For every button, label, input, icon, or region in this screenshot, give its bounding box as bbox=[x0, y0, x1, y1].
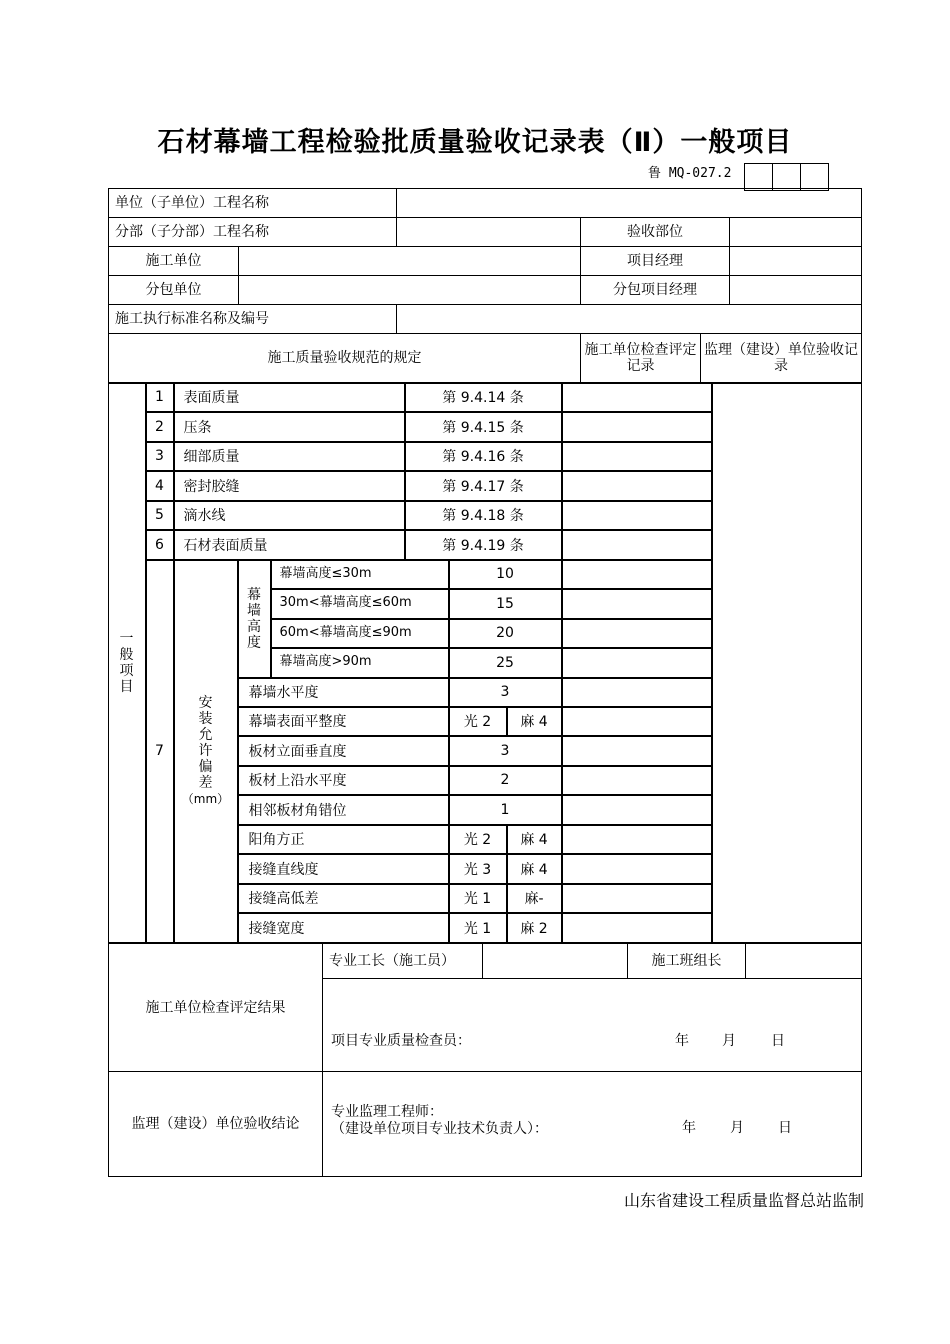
item-name-text: 滴水线 bbox=[183, 508, 226, 524]
deviation-label bbox=[238, 795, 449, 825]
conclusion-label: 监理（建设）单位验收结论 bbox=[109, 1072, 323, 1177]
height-value bbox=[449, 560, 562, 589]
deviation-value-text: 1 bbox=[500, 801, 510, 818]
sub-project-value[interactable] bbox=[397, 218, 581, 247]
item-clause bbox=[405, 501, 562, 530]
height-range-text: 幕墙高度≤30m bbox=[279, 565, 372, 581]
result-table bbox=[108, 943, 862, 1177]
deviation-label-text: 接缝宽度 bbox=[248, 920, 305, 937]
item-check-record[interactable] bbox=[562, 412, 712, 442]
item-check-record[interactable] bbox=[562, 501, 712, 530]
height-range-text: 60m<幕墙高度≤90m bbox=[279, 624, 412, 640]
height-label-text: 幕 墙 高 度 bbox=[247, 586, 261, 651]
deviation-value-b bbox=[507, 884, 562, 913]
item-clause-text: 第 9.4.16 条 bbox=[442, 449, 524, 465]
item-clause bbox=[405, 412, 562, 442]
item-clause-text: 第 9.4.19 条 bbox=[442, 537, 524, 554]
item-no bbox=[146, 501, 174, 530]
inspector-day: 日 bbox=[771, 1033, 785, 1049]
height-label bbox=[238, 560, 271, 678]
item-no bbox=[146, 412, 174, 442]
item-clause bbox=[405, 471, 562, 501]
deviation-value-a bbox=[449, 825, 507, 854]
item-no bbox=[146, 383, 174, 412]
sub-project-manager-label: 分包项目经理 bbox=[581, 276, 730, 305]
check-record-header: 施工单位检查评定记录 bbox=[581, 334, 701, 383]
deviation-check-record[interactable] bbox=[562, 825, 712, 854]
deviation-check-record[interactable] bbox=[562, 884, 712, 913]
sub-project-label: 分部（子分部）工程名称 bbox=[109, 218, 397, 247]
item-no bbox=[146, 530, 174, 560]
deviation-label-text: 阳角方正 bbox=[248, 832, 305, 848]
deviation-label bbox=[238, 825, 449, 854]
engineer-sign-area[interactable] bbox=[323, 1072, 861, 1176]
spec-header: 施工质量验收规范的规定 bbox=[109, 334, 581, 383]
code-boxes bbox=[745, 163, 829, 191]
item-clause-text: 第 9.4.18 条 bbox=[442, 508, 524, 524]
item-name bbox=[174, 412, 405, 442]
deviation-value-a-text: 光 3 bbox=[463, 861, 492, 878]
item-check-record[interactable] bbox=[562, 442, 712, 471]
item-name bbox=[174, 501, 405, 530]
deviation-value-b bbox=[507, 854, 562, 884]
item7-no-text: 7 bbox=[155, 743, 164, 759]
deviation-label bbox=[238, 678, 449, 707]
deviation-value-b-text: 麻 4 bbox=[520, 861, 548, 878]
deviation-value bbox=[449, 795, 562, 825]
item-clause bbox=[405, 383, 562, 412]
item-no-text: 2 bbox=[155, 418, 164, 435]
deviation-check-record[interactable] bbox=[562, 736, 712, 766]
item-check-record[interactable] bbox=[562, 471, 712, 501]
subcontract-unit-value[interactable] bbox=[239, 276, 581, 305]
item-check-record[interactable] bbox=[562, 383, 712, 412]
item-name bbox=[174, 383, 405, 412]
height-value bbox=[449, 589, 562, 619]
deviation-label-text: 幕墙表面平整度 bbox=[248, 714, 347, 730]
item7-group-label bbox=[174, 560, 238, 943]
height-value-text: 15 bbox=[496, 595, 514, 612]
inspection-table bbox=[108, 188, 862, 383]
project-manager-value[interactable] bbox=[730, 247, 862, 276]
conclusion-day: 日 bbox=[778, 1120, 792, 1136]
team-leader-label: 施工班组长 bbox=[628, 944, 746, 979]
spec-grid bbox=[108, 383, 862, 943]
inspector-label: 项目专业质量检查员： bbox=[331, 1033, 471, 1049]
acceptance-part-label: 验收部位 bbox=[581, 218, 730, 247]
deviation-label bbox=[238, 707, 449, 736]
standard-label: 施工执行标准名称及编号 bbox=[109, 305, 397, 334]
deviation-label-text: 接缝直线度 bbox=[248, 861, 319, 878]
item-name-text: 表面质量 bbox=[183, 390, 240, 406]
height-range-text: 幕墙高度>90m bbox=[279, 653, 372, 669]
deviation-check-record[interactable] bbox=[562, 707, 712, 736]
item-no bbox=[146, 442, 174, 471]
deviation-label bbox=[238, 913, 449, 943]
deviation-value-a-text: 光 2 bbox=[463, 832, 492, 848]
item-clause-text: 第 9.4.17 条 bbox=[442, 478, 524, 495]
deviation-value-text: 3 bbox=[500, 742, 510, 759]
deviation-value-a bbox=[449, 913, 507, 943]
deviation-value-a bbox=[449, 854, 507, 884]
deviation-value-a bbox=[449, 707, 507, 736]
unit-project-value[interactable] bbox=[397, 189, 862, 218]
height-value-text: 10 bbox=[496, 566, 514, 582]
height-range bbox=[271, 648, 449, 678]
acceptance-part-value[interactable] bbox=[730, 218, 862, 247]
item-clause-text: 第 9.4.15 条 bbox=[442, 419, 524, 436]
footer-text: 山东省建设工程质量监督总站监制 bbox=[623, 1191, 864, 1210]
deviation-value-b-text: 麻 4 bbox=[520, 832, 548, 848]
foreman-value[interactable] bbox=[483, 944, 628, 979]
deviation-label-text: 接缝高低差 bbox=[248, 891, 319, 907]
form-title: 石材幕墙工程检验批质量验收记录表（Ⅱ）一般项目 bbox=[157, 127, 793, 158]
owner-label: （建设单位项目专业技术负责人）： bbox=[331, 1121, 548, 1137]
foreman-label: 专业工长（施工员） bbox=[323, 944, 483, 979]
item-name bbox=[174, 471, 405, 501]
item-no-text: 4 bbox=[155, 477, 164, 494]
deviation-label bbox=[238, 884, 449, 913]
item-name bbox=[174, 530, 405, 560]
item-no bbox=[146, 471, 174, 501]
construction-unit-label: 施工单位 bbox=[109, 247, 239, 276]
item7-no bbox=[146, 560, 174, 943]
deviation-value-b bbox=[507, 707, 562, 736]
item-clause-text: 第 9.4.14 条 bbox=[442, 390, 524, 406]
item-clause bbox=[405, 530, 562, 560]
height-value bbox=[449, 619, 562, 648]
deviation-value-a bbox=[449, 884, 507, 913]
deviation-label bbox=[238, 854, 449, 884]
deviation-check-record[interactable] bbox=[562, 854, 712, 884]
item-name-text: 压条 bbox=[183, 419, 212, 436]
item-no-text: 3 bbox=[155, 448, 164, 464]
unit-project-label: 单位（子单位）工程名称 bbox=[109, 189, 397, 218]
height-value-text: 20 bbox=[496, 625, 514, 641]
deviation-value bbox=[449, 678, 562, 707]
item-no-text: 6 bbox=[155, 536, 164, 553]
engineer-label: 专业监理工程师： bbox=[331, 1104, 443, 1120]
team-leader-value[interactable] bbox=[746, 944, 862, 979]
deviation-label-text: 幕墙水平度 bbox=[248, 685, 319, 701]
subcontract-unit-label: 分包单位 bbox=[109, 276, 239, 305]
height-range bbox=[271, 560, 449, 589]
height-range-text: 30m<幕墙高度≤60m bbox=[279, 594, 412, 610]
conclusion-year: 年 bbox=[682, 1120, 696, 1136]
deviation-label bbox=[238, 736, 449, 766]
item-no-text: 1 bbox=[155, 389, 164, 405]
conclusion-month: 月 bbox=[730, 1120, 744, 1136]
deviation-value-text: 3 bbox=[500, 684, 510, 700]
inspector-month: 月 bbox=[722, 1033, 736, 1049]
height-range bbox=[271, 589, 449, 619]
deviation-value-a-text: 光 2 bbox=[463, 714, 492, 730]
supervise-record-header: 监理（建设）单位验收记录 bbox=[701, 334, 862, 383]
item-name-text: 石材表面质量 bbox=[183, 537, 268, 554]
standard-value[interactable] bbox=[397, 305, 862, 334]
height-range bbox=[271, 619, 449, 648]
deviation-check-record[interactable] bbox=[562, 678, 712, 707]
section-label-text: 一 般 项 目 bbox=[119, 630, 134, 695]
deviation-value-a-text: 光 1 bbox=[463, 920, 492, 937]
form-code: 鲁 MQ-027.2 bbox=[648, 166, 732, 181]
item-no-text: 5 bbox=[155, 507, 164, 523]
height-check-record[interactable] bbox=[562, 619, 712, 648]
project-manager-label: 项目经理 bbox=[581, 247, 730, 276]
deviation-check-record[interactable] bbox=[562, 766, 712, 795]
sub-project-manager-value[interactable] bbox=[730, 276, 862, 305]
inspector-sign-area[interactable] bbox=[323, 979, 861, 1071]
deviation-value bbox=[449, 736, 562, 766]
height-check-record[interactable] bbox=[562, 589, 712, 619]
deviation-label bbox=[238, 766, 449, 795]
height-check-record[interactable] bbox=[562, 560, 712, 589]
height-check-record[interactable] bbox=[562, 648, 712, 678]
height-value-text: 25 bbox=[496, 654, 514, 671]
deviation-label-text: 相邻板材角错位 bbox=[248, 802, 347, 819]
item7-group-text: 安 装 允 许 偏 差 （mm） bbox=[181, 695, 230, 806]
deviation-value-b-text: 麻 2 bbox=[520, 920, 548, 937]
construction-unit-value[interactable] bbox=[239, 247, 581, 276]
deviation-check-record[interactable] bbox=[562, 795, 712, 825]
deviation-value-b-text: 麻 4 bbox=[520, 714, 548, 730]
result-label: 施工单位检查评定结果 bbox=[109, 944, 323, 1072]
deviation-label-text: 板材立面垂直度 bbox=[248, 743, 347, 760]
deviation-label-text: 板材上沿水平度 bbox=[248, 773, 347, 789]
item-clause bbox=[405, 442, 562, 471]
section-label bbox=[108, 383, 146, 943]
height-value bbox=[449, 648, 562, 678]
supervise-record-area[interactable] bbox=[712, 383, 862, 943]
deviation-value-text: 2 bbox=[500, 772, 510, 788]
inspector-year: 年 bbox=[675, 1033, 689, 1049]
item-check-record[interactable] bbox=[562, 530, 712, 560]
deviation-value-b bbox=[507, 825, 562, 854]
item-name-text: 密封胶缝 bbox=[183, 478, 240, 495]
item-name bbox=[174, 442, 405, 471]
deviation-value-b-text: 麻- bbox=[524, 891, 544, 907]
deviation-value-b bbox=[507, 913, 562, 943]
deviation-value bbox=[449, 766, 562, 795]
item-name-text: 细部质量 bbox=[183, 449, 240, 465]
deviation-check-record[interactable] bbox=[562, 913, 712, 943]
deviation-value-a-text: 光 1 bbox=[463, 891, 492, 907]
